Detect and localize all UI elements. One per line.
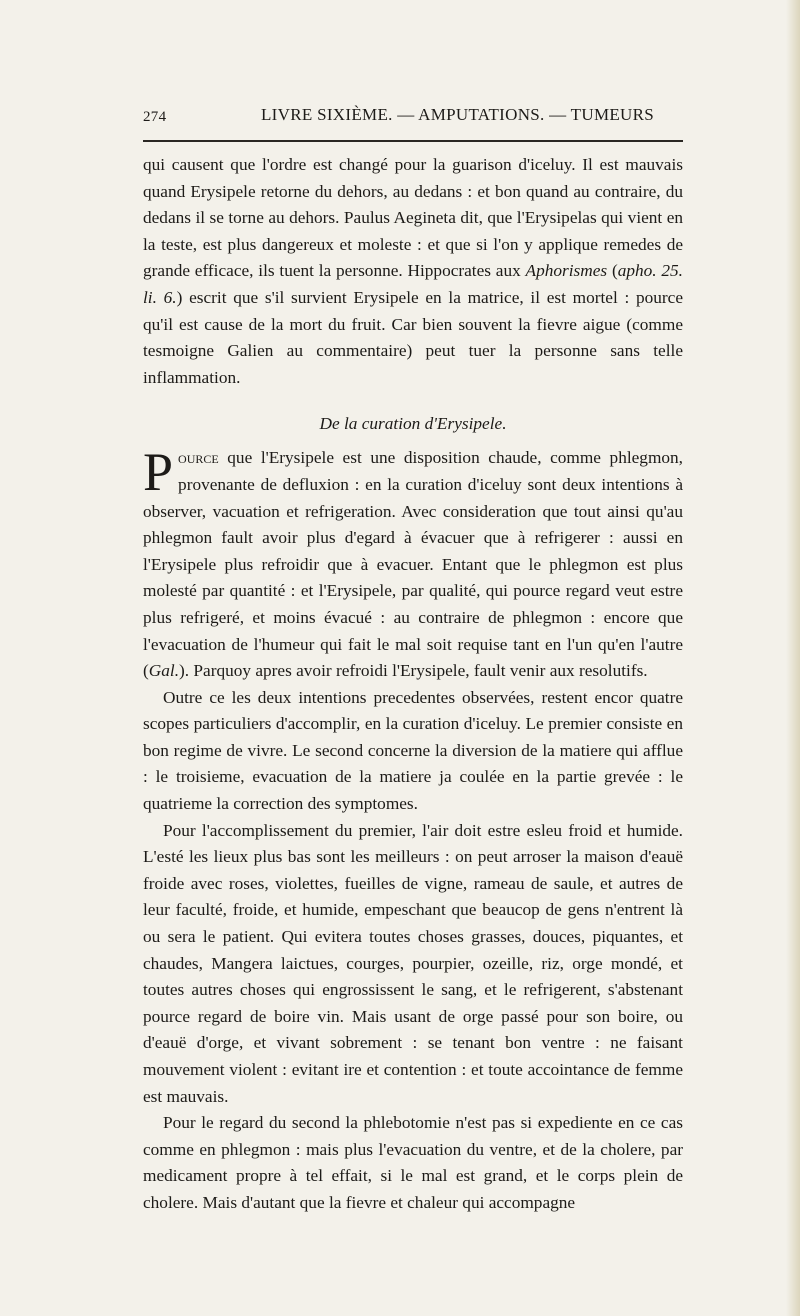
aphorisms-reference: apho. 25. li. 6. <box>143 261 683 307</box>
paragraph-1-rest: ) escrit que s'il survient Erysipele en la matrice, il est mortel : pource qu'il est cause de la mort du fruit. Car bien souvent la fievre aigue (comme tesmoigne Galien au commentaire) peut tuer la personne sans telle inflammation. <box>143 287 683 387</box>
paragraph-2-text: que l'Erysipele est une disposition chaude, comme phlegmon, provenante de defluxion : en la curation d'iceluy sont deux intentions à observer, vacuation et refrigeration. Avec consideration que tout ainsi qu'au phlegmon fault avoir plus d'egard à évacuer que à refrigerer : aussi en l'Erysipele plus refroidir que à evacuer. Entant que le phlegmon est plus molesté par quantité : et l'Erysipele, par qualité, qui pource regard veut estre plus refrigeré, et moins évacué : au contraire de phlegmon : encore que l'evacuation de l'humeur qui fait le mal soit requise tant en l'un qu'en l'autre ( <box>143 448 683 681</box>
paragraph-4: Pour l'accomplissement du premier, l'air doit estre esleu froid et humide. L'esté les lieux plus bas sont les meilleurs : on peut arroser la maison d'eauë froide avec roses, violettes, fueilles de vigne, rameau de saule, et autres de leur faculté, froide, et humide, empeschant que beaucop de gens n'entrent là ou sera le patient. Qui evitera toutes choses grasses, douces, piquantes, et chaudes, Mangera laictues, courges, pourpier, ozeille, riz, orge mondé, et toutes autres choses qui engrossissent le sang, et le refrigerent, s'abstenant pource regard de boire vin. Mais usant de orge passé pour son boire, ou d'eauë d'orge, et vivant sobrement : se tenant bon ventre : ne faisant mouvement violent : evitant ire et contention : et toute accointance de femme est mauvais. <box>143 820 683 1106</box>
running-title: LIVRE SIXIÈME. — AMPUTATIONS. — TUMEURS <box>261 105 655 124</box>
paragraph-1-paren: ( <box>607 261 618 281</box>
galen-reference: Gal. <box>148 661 180 681</box>
paragraph-2 <box>143 442 683 684</box>
paragraph-1-text: qui causent que l'ordre est changé pour la guarison d'iceluy. Il est mauvais quand Erysipele retorne du dehors, au dedans : et bon quand au contraire, du dedans il se torne au dehors. Paulus Aegineta dit, que l'Erysipelas qui vient en la teste, est plus dangereux et moleste : et que si l'on y applique remedes de grande efficace, ils tuent la personne. Hippocrates aux <box>143 155 683 281</box>
section-heading: De la curation d'Erysipele. <box>319 414 507 434</box>
paragraph-2-smallcaps: ource <box>178 448 219 468</box>
paragraph-5: Pour le regard du second la phlebotomie n'est pas si expediente en ce cas comme en phlegmon : mais plus l'evacuation du ventre, et de la cholere, par medicament propre à tel effait, si le mal est grand, et le corps plein de cholere. Mais d'autant que la fievre et chaleur qui accompagne <box>143 1113 683 1212</box>
drop-cap: P <box>143 442 174 503</box>
body-text <box>143 152 683 1217</box>
running-head <box>143 103 685 127</box>
aphorisms-title: Aphorismes <box>525 261 608 281</box>
paragraph-1 <box>143 152 683 391</box>
page-edge <box>786 0 800 1316</box>
page-number: 274 <box>143 109 167 125</box>
header-rule <box>143 140 683 142</box>
paragraph-2-rest: ). Parquoy apres avoir refroidi l'Erysipele, fault venir aux resolutifs. <box>179 661 648 681</box>
paragraph-3: Outre ce les deux intentions precedentes observées, restent encor quatre scopes particuliers d'accomplir, en la curation d'iceluy. Le premier consiste en bon regime de vivre. Le second concerne la diversion de la matiere qui afflue : le troisieme, evacuation de la matiere ja coulée en la partie grevée : le quatrieme la correction des symptomes. <box>143 687 683 814</box>
